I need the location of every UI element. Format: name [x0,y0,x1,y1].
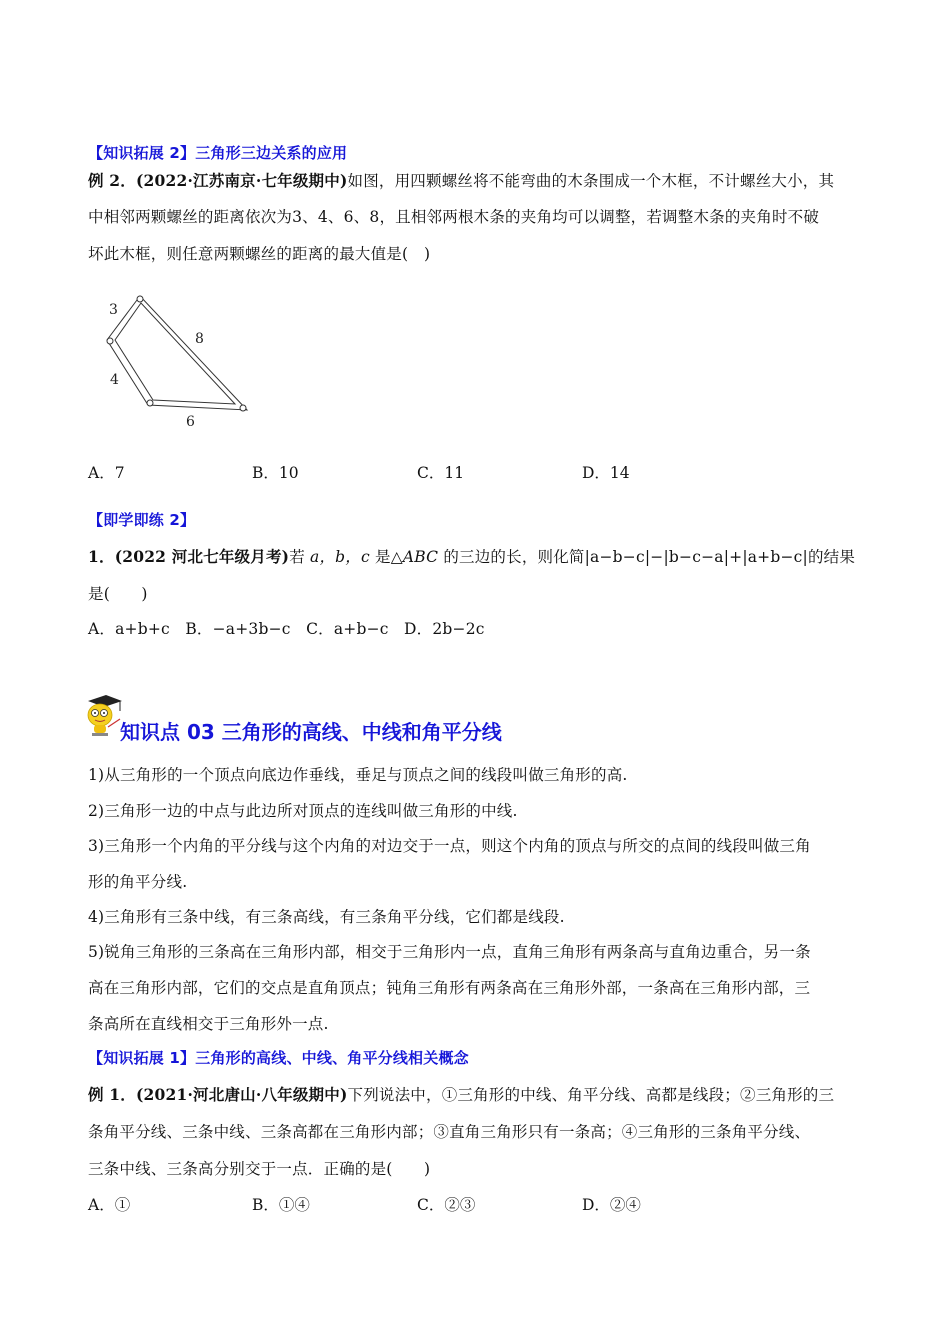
option-a: A．7 [88,464,125,482]
example1-line2: 条角平分线、三条中线、三条高都在三角形内部；③直角三角形只有一条高；④三角形的三条角平分线、 [88,1123,811,1141]
kp-line-2: 2)三角形一边的中点与此边所对顶点的连线叫做三角形的中线. [88,802,518,820]
practice-heading: 【即学即练 2】 [88,511,196,529]
kp-line-7: 高在三角形内部，它们的交点是直角顶点；钝角三角形有两条高在三角形外部，一条高在三角形内部，三 [88,979,811,997]
question-source: (2022 河北七年级月考) [114,547,290,566]
practice-question-line1 [88,545,855,567]
label-side-6: 6 [186,414,195,430]
kp-line-1: 1)从三角形的一个顶点向底边作垂线，垂足与顶点之间的线段叫做三角形的高. [88,766,628,784]
example2-line1 [88,169,834,191]
label-side-3: 3 [109,302,118,318]
option-d: D．14 [582,464,630,482]
q-triangle: ABC [402,548,439,566]
kp-line-5: 4)三角形有三条中线，有三条高线，有三条角平分线，它们都是线段. [88,908,565,926]
practice-options [88,617,485,639]
option-b: B．10 [252,464,299,482]
question-number: 1． [88,547,115,566]
example-text: 如图，用四颗螺丝将不能弯曲的木条围成一个木框，不计螺丝大小，其 [347,172,835,190]
q-vars: a，b，c [310,548,370,566]
knowledge-point-title: 知识点 03 三角形的高线、中线和角平分线 [120,720,502,744]
label-side-8: 8 [195,331,204,347]
option-b: B．①④ [252,1196,310,1214]
option-b: B．−a+3b−c [185,620,291,638]
example1-line1 [88,1083,834,1105]
kp-line-6: 5)锐角三角形的三条高在三角形内部，相交于三角形内一点，直角三角形有两条高与直角边重合，另一条 [88,943,811,961]
kp-line-3: 3)三角形一个内角的平分线与这个内角的对边交于一点，则这个内角的顶点与所交的点间的线段叫做三角 [88,837,811,855]
example-label: 例 2． [88,171,136,190]
q-text: 若 [289,548,311,566]
example2-line3: 坏此木框，则任意两颗螺丝的距离的最大值是( ) [88,245,431,263]
example-source: (2021·河北唐山·八年级期中) [135,1085,348,1104]
q-text: 是△ [369,548,403,566]
example2-line2: 中相邻两颗螺丝的距离依次为3、4、6、8，且相邻两根木条的夹角均可以调整，若调整木条的夹角时不破 [88,208,820,226]
example-text: 下列说法中，①三角形的中线、角平分线、高都是线段；②三角形的三 [347,1086,835,1104]
practice-question-line2: 是( ) [88,585,148,603]
section-heading-ext1: 【知识拓展 1】三角形的高线、中线、角平分线相关概念 [88,1049,469,1067]
kp-line-4: 形的角平分线. [88,873,188,891]
q-text: 的三边的长，则化简|a−b−c|−|b−c−a|+|a+b−c|的结果 [438,548,856,566]
option-d: D．2b−2c [404,620,485,638]
option-c: C．11 [417,464,465,482]
kp-line-8: 条高所在直线相交于三角形外一点. [88,1015,329,1033]
example-source: (2022·江苏南京·七年级期中) [135,171,348,190]
label-side-4: 4 [110,372,119,388]
option-d: D．②④ [582,1196,641,1214]
section-heading-ext2: 【知识拓展 2】三角形三边关系的应用 [88,144,348,162]
example1-line3: 三条中线、三条高分别交于一点．正确的是( ) [88,1160,431,1178]
example-label: 例 1． [88,1085,136,1104]
option-c: C．②③ [417,1196,476,1214]
wooden-frame-figure [95,288,265,433]
option-a: A．a+b+c [88,620,170,638]
option-a: A．① [88,1196,131,1214]
professor-mascot-icon [84,693,124,739]
option-c: C．a+b−c [306,620,389,638]
